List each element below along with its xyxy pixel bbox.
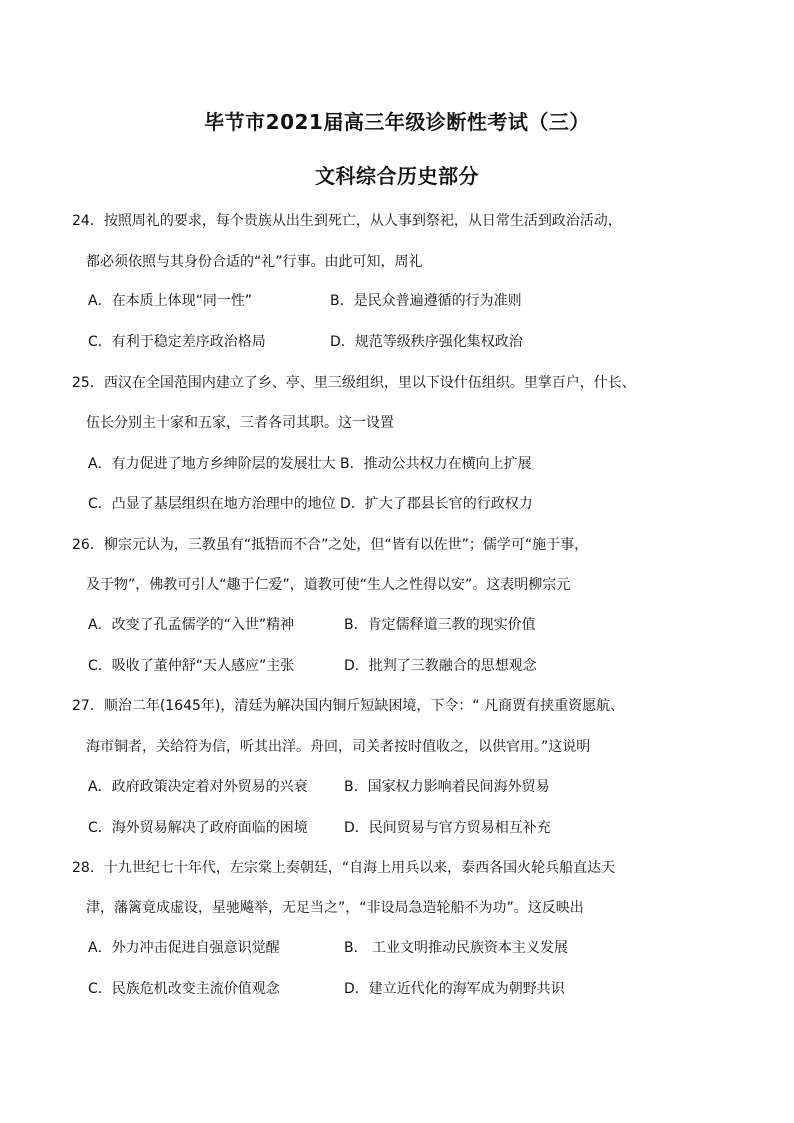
- question-stem-line: 海市铜者，关给符为信，听其出洋。舟回，司关者按时值收之，以供官用。”这说明: [86, 739, 591, 755]
- option-b: B． 工业文明推动民族资本主义发展: [344, 940, 569, 956]
- option-c: C．有利于稳定差序政治格局: [88, 334, 266, 350]
- option-a: A．改变了孔孟儒学的“入世”精神: [88, 617, 295, 633]
- option-b: B．国家权力影响着民间海外贸易: [344, 779, 550, 795]
- option-c: C．海外贸易解决了政府面临的困境: [88, 820, 308, 836]
- option-c: C．凸显了基层组织在地方治理中的地位: [88, 496, 336, 512]
- question-stem-line: 27．顺治二年(1645年)，清廷为解决国内铜斤短缺困境，下令：“ 凡商贾有挟重资愿航、: [72, 698, 625, 714]
- option-d: D．民间贸易与官方贸易相互补充: [344, 820, 551, 836]
- option-d: D．批判了三教融合的思想观念: [344, 658, 537, 674]
- question-stem-line: 28．十九世纪七十年代，左宗棠上奏朝廷，“自海上用兵以来，泰西各国火轮兵船直达天: [72, 860, 616, 876]
- option-b: B．是民众普遍遵循的行为准则: [330, 293, 522, 309]
- page-subtitle: 文科综合历史部分: [315, 164, 479, 188]
- option-b: B．推动公共权力在横向上扩展: [340, 456, 532, 472]
- option-d: D．规范等级秩序强化集权政治: [330, 334, 523, 350]
- option-a: A．外力冲击促进自强意识觉醒: [88, 940, 280, 956]
- question-stem-line: 24．按照周礼的要求，每个贵族从出生到死亡，从人事到祭祀，从日常生活到政治活动，: [72, 213, 622, 229]
- question-stem-line: 25．西汉在全国范围内建立了乡、亭、里三级组织，里以下设什伍组织。里掌百户，什长、: [72, 375, 636, 391]
- option-c: C．民族危机改变主流价值观念: [88, 981, 280, 997]
- question-stem-line: 及于物”，佛教可引人“趣于仁爱”，道教可使“生人之性得以安”。这表明柳宗元: [86, 577, 571, 593]
- question-stem-line: 都必须依照与其身份合适的“礼”行事。由此可知，周礼: [86, 254, 423, 270]
- option-a: A．在本质上体现“同一性”: [88, 293, 253, 309]
- option-c: C．吸收了董仲舒“天人感应”主张: [88, 658, 295, 674]
- page-title: 毕节市2021届高三年级诊断性考试（三）: [204, 110, 590, 134]
- option-d: D．建立近代化的海军成为朝野共识: [344, 981, 565, 997]
- option-a: A．有力促进了地方乡绅阶层的发展壮大: [88, 456, 336, 472]
- option-d: D．扩大了郡县长官的行政权力: [340, 496, 533, 512]
- option-a: A．政府政策决定着对外贸易的兴衰: [88, 779, 308, 795]
- question-stem-line: 津，藩篱竟成虚设，星驰飚举，无足当之”，“非设局急造轮船不为功”。这反映出: [86, 900, 584, 916]
- question-stem-line: 伍长分别主十家和五家，三者各司其职。这一设置: [86, 415, 394, 431]
- option-b: B．肯定儒释道三教的现实价值: [344, 617, 536, 633]
- question-stem-line: 26．柳宗元认为，三教虽有“抵牾而不合”之处，但“皆有以佐世”；儒学可“施于事，: [72, 537, 589, 553]
